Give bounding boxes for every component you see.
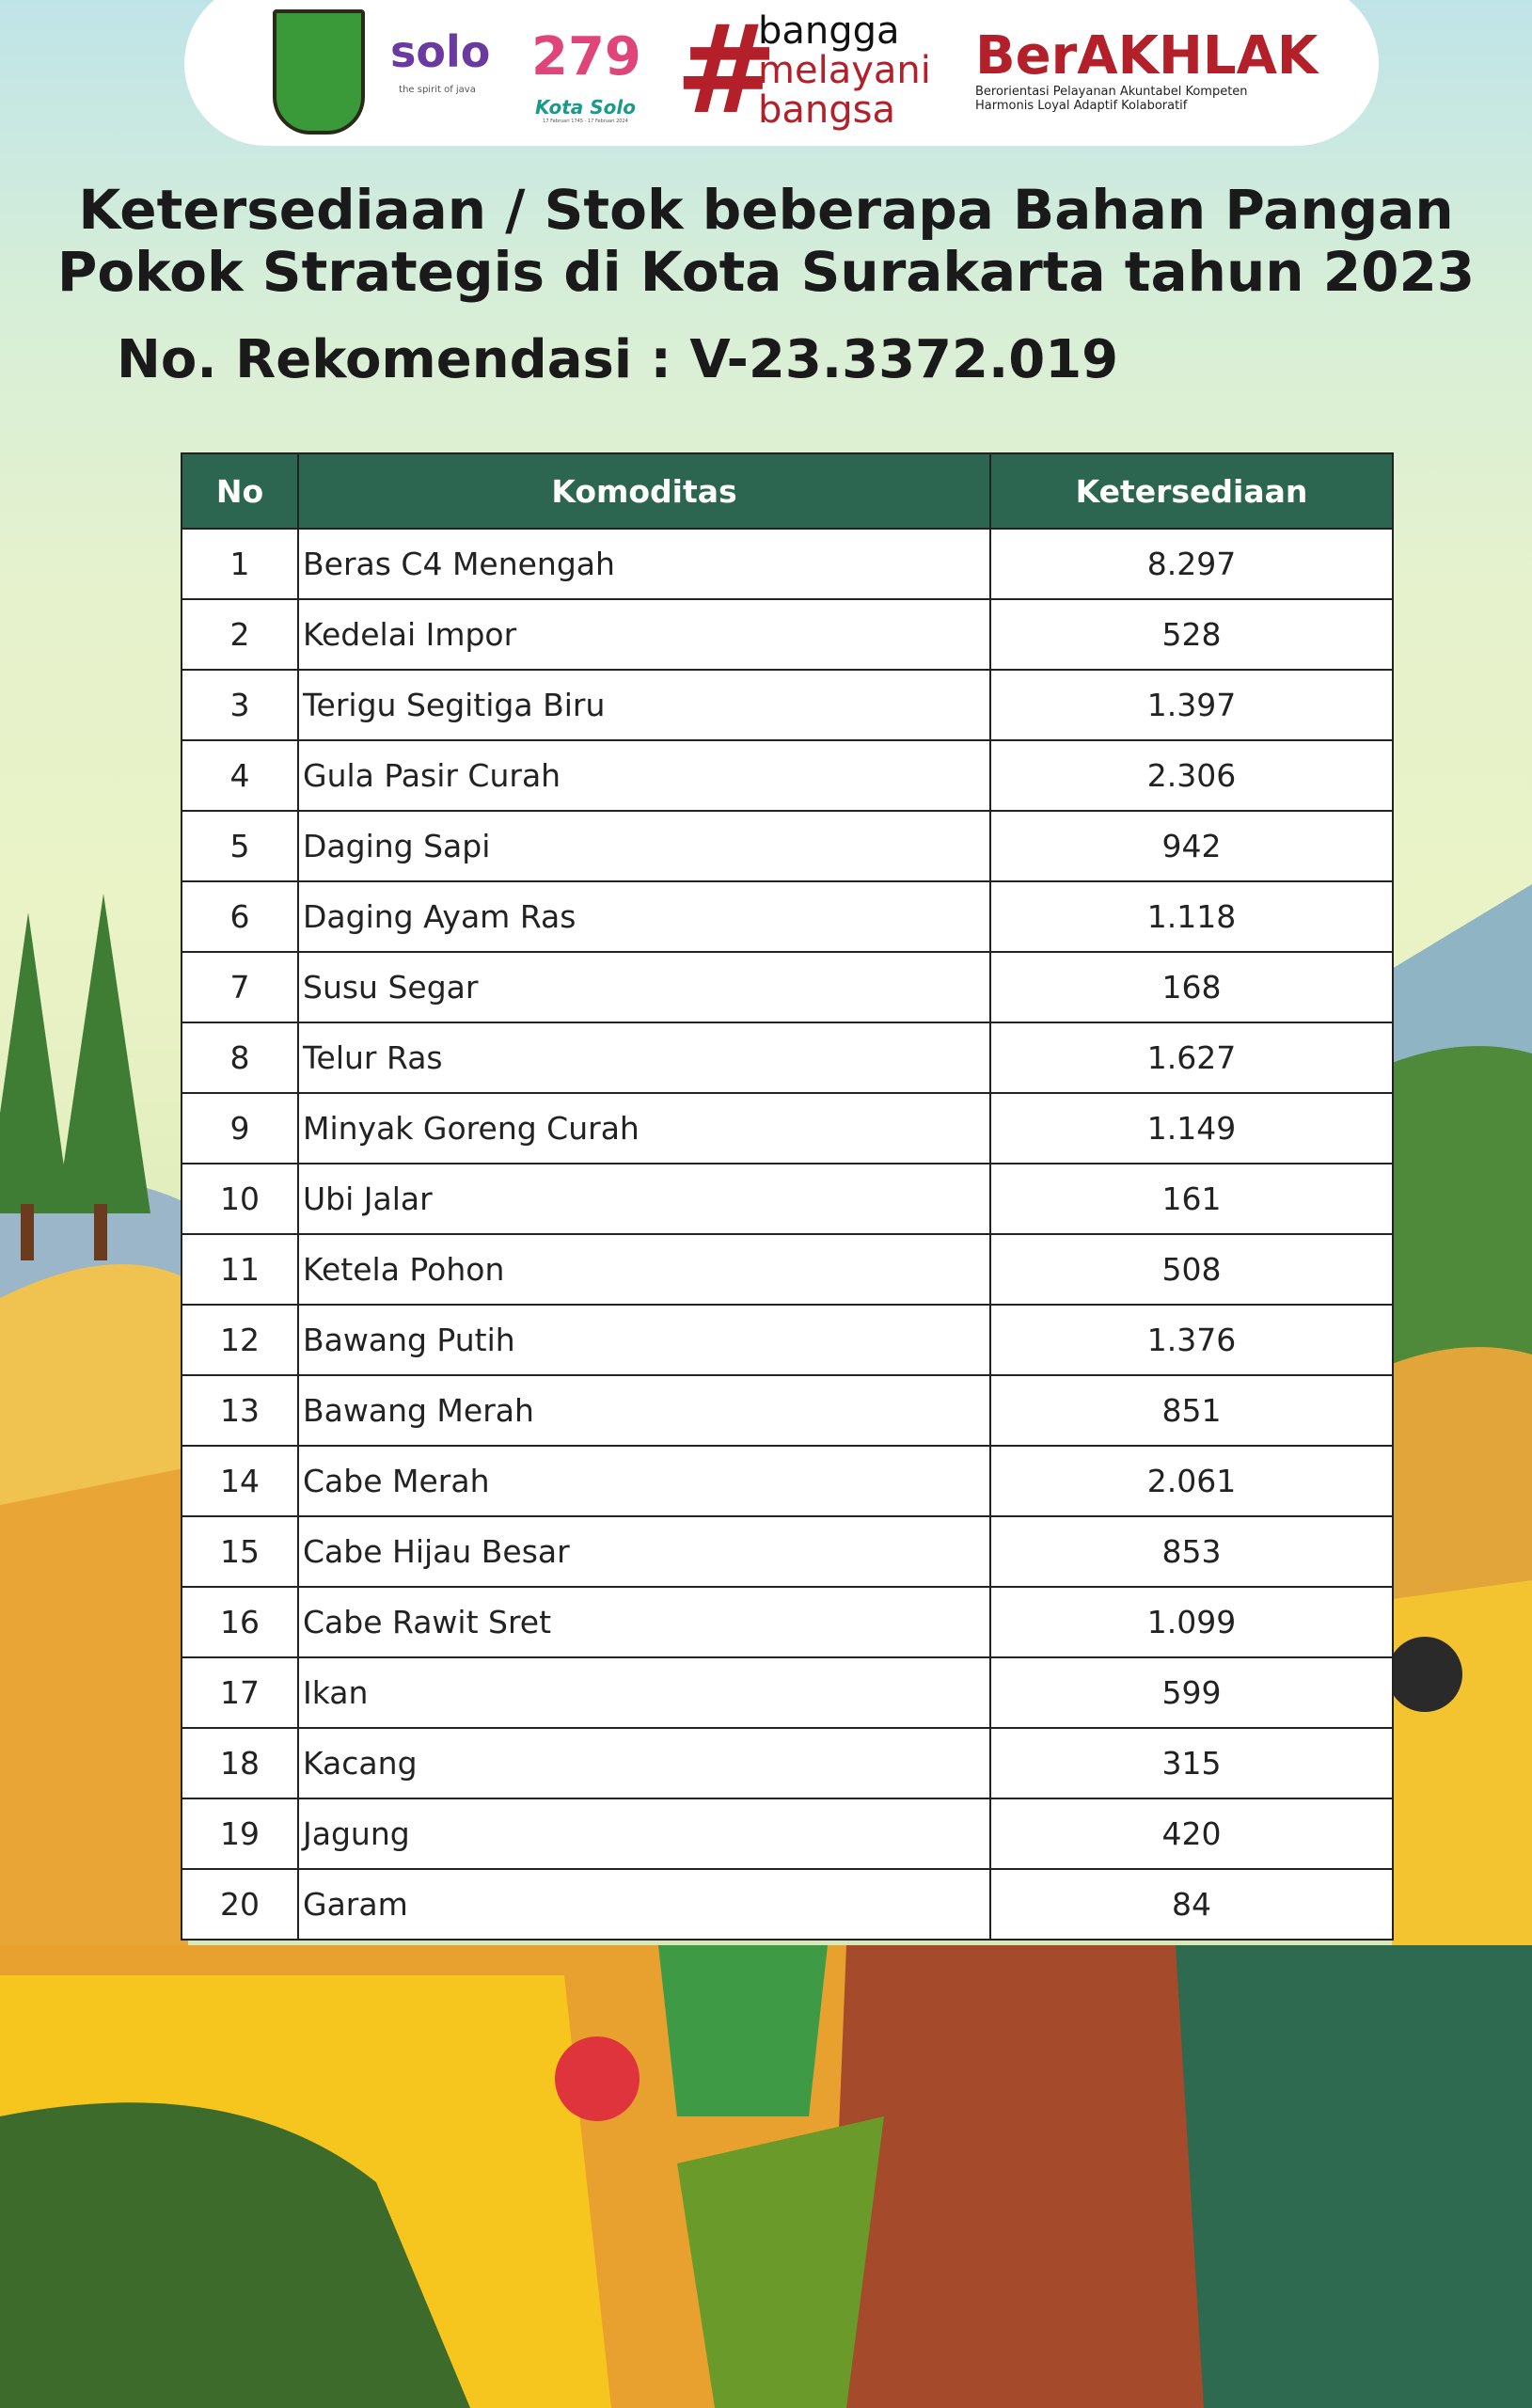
header-komoditas: Komoditas: [298, 453, 990, 529]
cell-no: 6: [182, 881, 298, 952]
table-row: [182, 1728, 1393, 1798]
table-row: [182, 599, 1393, 670]
cell-no: 2: [182, 599, 298, 670]
cell-komoditas: Cabe Merah: [298, 1446, 990, 1516]
cell-komoditas: Cabe Rawit Sret: [298, 1587, 990, 1657]
kota-solo-anniversary-logo: 279 Kota Solo 17 Februari 1745 - 17 Februari 2024: [531, 26, 641, 124]
header-ketersediaan: Ketersediaan: [990, 453, 1393, 529]
cell-no: 5: [182, 811, 298, 881]
cell-komoditas: Beras C4 Menengah: [298, 529, 990, 599]
cell-komoditas: Susu Segar: [298, 952, 990, 1022]
table-row: [182, 1234, 1393, 1305]
cell-no: 15: [182, 1516, 298, 1587]
cell-no: 13: [182, 1375, 298, 1446]
cell-komoditas: Bawang Putih: [298, 1305, 990, 1375]
table-header-row: [182, 453, 1393, 529]
cell-no: 7: [182, 952, 298, 1022]
header-no: No: [182, 453, 298, 529]
cell-ketersediaan: 853: [990, 1516, 1393, 1587]
cell-komoditas: Daging Sapi: [298, 811, 990, 881]
table-row: [182, 1446, 1393, 1516]
cell-no: 4: [182, 740, 298, 811]
table-row: [182, 740, 1393, 811]
cell-no: 14: [182, 1446, 298, 1516]
table-row: [182, 1164, 1393, 1234]
cell-ketersediaan: 851: [990, 1375, 1393, 1446]
table-row: [182, 529, 1393, 599]
cell-komoditas: Kedelai Impor: [298, 599, 990, 670]
cell-komoditas: Ubi Jalar: [298, 1164, 990, 1234]
cell-no: 11: [182, 1234, 298, 1305]
cell-ketersediaan: 2.306: [990, 740, 1393, 811]
cell-komoditas: Gula Pasir Curah: [298, 740, 990, 811]
cell-komoditas: Daging Ayam Ras: [298, 881, 990, 952]
cell-komoditas: Bawang Merah: [298, 1375, 990, 1446]
cell-ketersediaan: 315: [990, 1728, 1393, 1798]
cell-ketersediaan: 1.099: [990, 1587, 1393, 1657]
bangga-melayani-bangsa-logo: # bangga melayani bangsa: [675, 0, 931, 141]
table-row: [182, 670, 1393, 740]
cell-no: 20: [182, 1869, 298, 1940]
cell-no: 16: [182, 1587, 298, 1657]
cell-ketersediaan: 1.376: [990, 1305, 1393, 1375]
berakhlak-logo: BerAKHLAK Berorientasi Pelayanan Akuntabel Kompeten Harmonis Loyal Adaptif Kolaboratif: [975, 25, 1319, 113]
table-row: [182, 811, 1393, 881]
cell-ketersediaan: 168: [990, 952, 1393, 1022]
cell-komoditas: Jagung: [298, 1798, 990, 1869]
cell-ketersediaan: 1.627: [990, 1022, 1393, 1093]
cell-ketersediaan: 942: [990, 811, 1393, 881]
table-row: [182, 1869, 1393, 1940]
table-row: [182, 1093, 1393, 1164]
cell-komoditas: Cabe Hijau Besar: [298, 1516, 990, 1587]
cell-ketersediaan: 1.118: [990, 881, 1393, 952]
table-row: [182, 1798, 1393, 1869]
cell-ketersediaan: 1.397: [990, 670, 1393, 740]
table-row: [182, 1587, 1393, 1657]
recommendation-number: No. Rekomendasi : V-23.3372.019: [117, 329, 1119, 390]
page-title: Ketersediaan / Stok beberapa Bahan Pangan Pokok Strategis di Kota Surakarta tahun 2023: [56, 178, 1476, 304]
table-row: [182, 952, 1393, 1022]
cell-komoditas: Garam: [298, 1869, 990, 1940]
cell-no: 10: [182, 1164, 298, 1234]
cell-no: 19: [182, 1798, 298, 1869]
cell-ketersediaan: 161: [990, 1164, 1393, 1234]
cell-komoditas: Ketela Pohon: [298, 1234, 990, 1305]
cell-no: 12: [182, 1305, 298, 1375]
table-row: [182, 1516, 1393, 1587]
cell-ketersediaan: 8.297: [990, 529, 1393, 599]
table-row: [182, 1022, 1393, 1093]
table-row: [182, 1375, 1393, 1446]
table-row: [182, 881, 1393, 952]
cell-no: 8: [182, 1022, 298, 1093]
cell-no: 17: [182, 1657, 298, 1728]
surakarta-emblem-logo: [273, 9, 365, 135]
cell-komoditas: Telur Ras: [298, 1022, 990, 1093]
cell-ketersediaan: 508: [990, 1234, 1393, 1305]
cell-ketersediaan: 599: [990, 1657, 1393, 1728]
cell-ketersediaan: 2.061: [990, 1446, 1393, 1516]
stock-table: [181, 452, 1394, 1941]
cell-no: 3: [182, 670, 298, 740]
cell-ketersediaan: 528: [990, 599, 1393, 670]
cell-komoditas: Minyak Goreng Curah: [298, 1093, 990, 1164]
cell-ketersediaan: 1.149: [990, 1093, 1393, 1164]
cell-komoditas: Ikan: [298, 1657, 990, 1728]
cell-no: 18: [182, 1728, 298, 1798]
cell-no: 9: [182, 1093, 298, 1164]
solo-logo: solo the spirit of java: [390, 26, 491, 95]
table-row: [182, 1657, 1393, 1728]
cell-komoditas: Terigu Segitiga Biru: [298, 670, 990, 740]
table-row: [182, 1305, 1393, 1375]
cell-no: 1: [182, 529, 298, 599]
cell-ketersediaan: 420: [990, 1798, 1393, 1869]
cell-ketersediaan: 84: [990, 1869, 1393, 1940]
cell-komoditas: Kacang: [298, 1728, 990, 1798]
